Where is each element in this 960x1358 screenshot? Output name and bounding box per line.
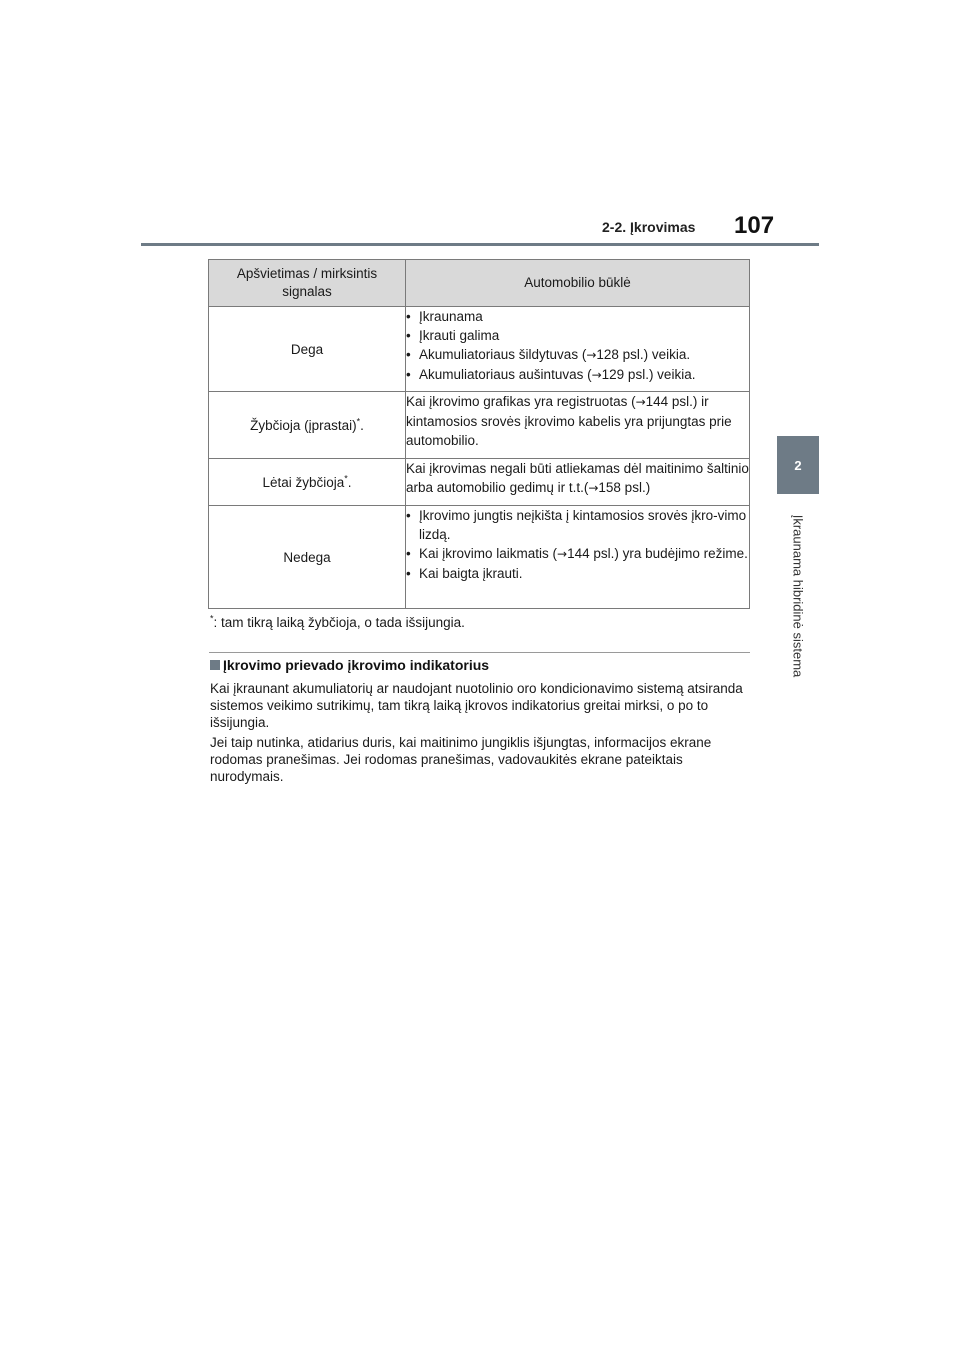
chapter-title: Įkraunama hibridinė sistema [790, 514, 806, 678]
table-row [209, 506, 750, 609]
status-cell [406, 506, 750, 609]
indicator-status-table [208, 259, 750, 609]
condition-cell: Lėtai žybčioja*. [209, 459, 406, 506]
table-footnote: *: tam tikrą laiką žybčioja, o tada išsijungia. [210, 613, 465, 630]
table-header-status: Automobilio būklė [406, 260, 750, 307]
footnote-mark: * [344, 473, 348, 483]
status-cell [406, 307, 750, 392]
section-title: 2-2. Įkrovimas [602, 219, 696, 235]
condition-cell: Žybčioja (įprastai)*. [209, 392, 406, 459]
condition-cell: Dega [209, 307, 406, 392]
list-item: • Įkrovimo jungtis neįkišta į kintamosios srovės įkro-vimo lizdą. [406, 506, 749, 544]
chapter-tab [777, 436, 819, 494]
square-bullet-icon [210, 660, 220, 670]
list-item: • Akumuliatoriaus šildytuvas (→128 psl.) veikia. [406, 345, 749, 365]
header-line: Apšvietimas / mirksintis [236, 266, 378, 281]
footnote-mark: * [356, 416, 361, 426]
chapter-number: 2 [794, 457, 802, 473]
body-paragraph: Kai įkraunant akumuliatorių ar naudojant nuotolinio oro kondicionavimo sistemą atsiranda sistemos veikimo sutrikimų, tam tikrą laiką įkrovos indikatorius greitai mirksi, o po to išsijungia. [210, 681, 743, 730]
table-row [209, 392, 750, 459]
list-item: • Kai baigta įkrauti. [406, 564, 749, 583]
table-header-row [209, 260, 750, 307]
status-bullet-list [406, 506, 749, 583]
table-row [209, 459, 750, 506]
arrow-right-icon: → [557, 547, 568, 561]
status-cell: Kai įkrovimas negali būti atliekamas dėl maitinimo šaltinio arba automobilio gedimų ir t.t.(→158 psl.) [406, 459, 750, 506]
table-row [209, 307, 750, 392]
arrow-right-icon: → [588, 481, 599, 495]
list-item: • Akumuliatoriaus aušintuvas (→129 psl.) veikia. [406, 365, 749, 385]
footnote-mark: * [210, 613, 214, 624]
table-header-condition [209, 260, 406, 307]
status-bullet-list [406, 307, 749, 385]
header-line: signalas [282, 284, 332, 299]
header-divider [141, 243, 819, 246]
arrow-right-icon: → [586, 348, 597, 362]
condition-cell: Nedega [209, 506, 406, 609]
list-item: • Įkrauti galima [406, 326, 749, 345]
status-cell: Kai įkrovimo grafikas yra registruotas (→144 psl.) ir kintamosios srovės įkrovimo kabelis yra prijungtas prie automobilio. [406, 392, 750, 459]
page-number: 107 [734, 212, 775, 239]
arrow-right-icon: → [635, 395, 646, 409]
arrow-right-icon: → [591, 368, 602, 382]
list-item: • Įkraunama [406, 307, 749, 326]
body-paragraph: Jei taip nutinka, atidarius duris, kai maitinimo jungiklis išjungtas, informacijos ekrane rodomas pranešimas. Jei rodomas pranešimas, vadovaukitės ekrane pateiktais nurodymais. [210, 735, 712, 784]
list-item: • Kai įkrovimo laikmatis (→144 psl.) yra budėjimo režime. [406, 544, 749, 564]
section-heading: Įkrovimo prievado įkrovimo indikatorius [210, 657, 489, 673]
section-divider [209, 652, 750, 653]
